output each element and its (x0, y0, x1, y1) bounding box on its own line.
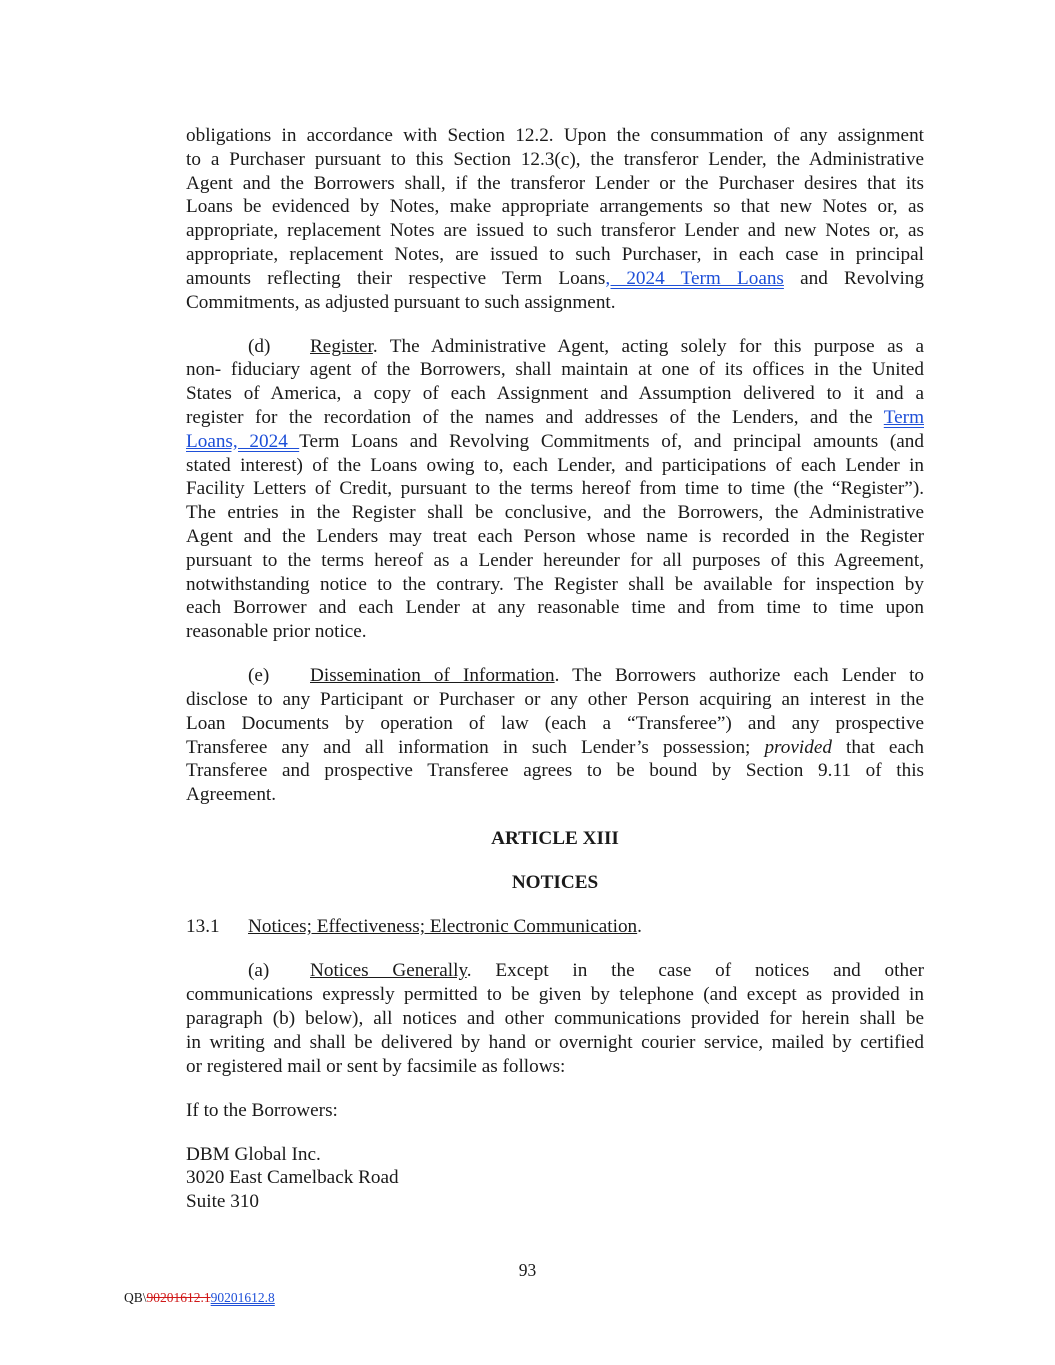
inserted-text: 90201612.8 (210, 1290, 275, 1305)
inserted-text: , 2024 Term Loans (605, 267, 784, 289)
inserted-text: Term (883, 406, 924, 428)
text-run: . Except in the case of notices and other (466, 960, 924, 982)
address-line: DBM Global Inc. (186, 1143, 321, 1165)
text-run: Term Loans and Revolving Commitments of, and principal amounts (and (299, 430, 924, 452)
footer-prefix: QB\ (124, 1290, 147, 1305)
text-line: Loan Documents by operation of law (each a “Transferee”) and any prospective (186, 712, 924, 734)
italic-text: provided (764, 736, 832, 758)
text-line (186, 406, 924, 430)
text-line (186, 736, 924, 760)
text-line: stated interest) of the Loans owing to, each Lender, and participations of each Lender in (186, 454, 924, 476)
section-title: Notices; Effectiveness; Electronic Communication (248, 916, 638, 938)
text-line: Loans be evidenced by Notes, make appropriate arrangements so that new Notes or, as (186, 196, 924, 218)
address-block (186, 1143, 924, 1214)
text-line: Agent and the Lenders may treat each Person whose name is recorded in the Register (186, 525, 924, 547)
text-line: disclose to any Participant or Purchaser or any other Person acquiring an interest in the (186, 688, 924, 710)
paragraph-register (186, 335, 924, 644)
address-line: Suite 310 (186, 1191, 260, 1213)
document-footer-id (124, 1290, 275, 1306)
text-run: Transferee any and all information in such Lender’s possession; (186, 736, 765, 758)
document-body (186, 124, 924, 1214)
text-line (186, 335, 924, 359)
clause-heading: Dissemination of Information (310, 665, 555, 687)
text-line: Agreement. (186, 784, 277, 806)
text-line: notwithstanding notice to the contrary. The Register shall be available for inspection by (186, 573, 924, 595)
clause-heading: Register (310, 335, 373, 357)
recipient-label: If to the Borrowers: (186, 1099, 338, 1121)
text-run: . The Administrative Agent, acting solely for this purpose as a (372, 335, 924, 357)
text-line (186, 267, 924, 291)
text-line: obligations in accordance with Section 12.2. Upon the consummation of any assignment (186, 125, 924, 146)
text-run: amounts reflecting their respective Term Loans (186, 267, 606, 289)
paragraph-dissemination (186, 664, 924, 807)
address-line: 3020 East Camelback Road (186, 1167, 399, 1189)
paragraph-notices-generally (186, 959, 924, 1078)
page-number: 93 (518, 1260, 537, 1280)
text-line: or registered mail or sent by facsimile as follows: (186, 1055, 566, 1077)
text-run: and Revolving (783, 267, 924, 289)
text-line: Facility Letters of Credit, pursuant to the terms hereof from time to time (the “Register”). (186, 478, 924, 500)
text-line: each Borrower and each Lender at any reasonable time and from time to time upon (186, 597, 924, 619)
text-run: . The Borrowers authorize each Lender to (554, 665, 925, 687)
text-line: appropriate, replacement Notes, are issued to such Purchaser, in each case in principal (186, 243, 924, 265)
section-number: 13.1 (186, 916, 220, 938)
text-line: The entries in the Register shall be conclusive, and the Borrowers, the Administrative (186, 502, 924, 524)
text-line (186, 959, 924, 983)
clause-label: (d) (248, 335, 271, 357)
article-title: NOTICES (511, 872, 599, 894)
text-run: register for the recordation of the names and addresses of the Lenders, and the (186, 406, 884, 428)
text-line: pursuant to the terms hereof as a Lender hereunder for all purposes of this Agreement, (186, 549, 924, 571)
section-heading (186, 915, 924, 939)
text-run: . (637, 916, 642, 938)
clause-label: (e) (248, 665, 270, 687)
text-line: appropriate, replacement Notes are issued to such transferor Lender and new Notes or, as (186, 220, 924, 242)
deleted-text: 90201612.1 (146, 1290, 211, 1305)
text-line: States of America, a copy of each Assignment and Assumption delivered to it and a (186, 383, 924, 405)
clause-label: (a) (248, 960, 270, 982)
text-line: Agent and the Borrowers shall, if the transferor Lender or the Purchaser desires that its (186, 172, 924, 194)
text-line: non- fiduciary agent of the Borrowers, shall maintain at one of its offices in the United (186, 359, 924, 381)
text-line: in writing and shall be delivered by hand or overnight courier service, mailed by certified (186, 1031, 924, 1053)
clause-heading: Notices Generally (310, 960, 467, 982)
text-line (186, 664, 924, 688)
text-line: reasonable prior notice. (186, 621, 367, 643)
paragraph-assignment (186, 124, 924, 314)
inserted-text: Loans, 2024 (186, 430, 300, 452)
text-line: Commitments, as adjusted pursuant to such assignment. (186, 291, 616, 313)
text-line: Transferee and prospective Transferee agrees to be bound by Section 9.11 of this (186, 760, 924, 782)
text-line: paragraph (b) below), all notices and other communications provided for herein shall be (186, 1008, 924, 1030)
text-line: communications expressly permitted to be given by telephone (and except as provided in (186, 984, 924, 1006)
text-line (186, 430, 924, 454)
text-run: that each (831, 736, 924, 758)
article-heading: ARTICLE XIII (491, 828, 619, 850)
text-line: to a Purchaser pursuant to this Section 12.3(c), the transferor Lender, the Administrative (186, 148, 924, 170)
